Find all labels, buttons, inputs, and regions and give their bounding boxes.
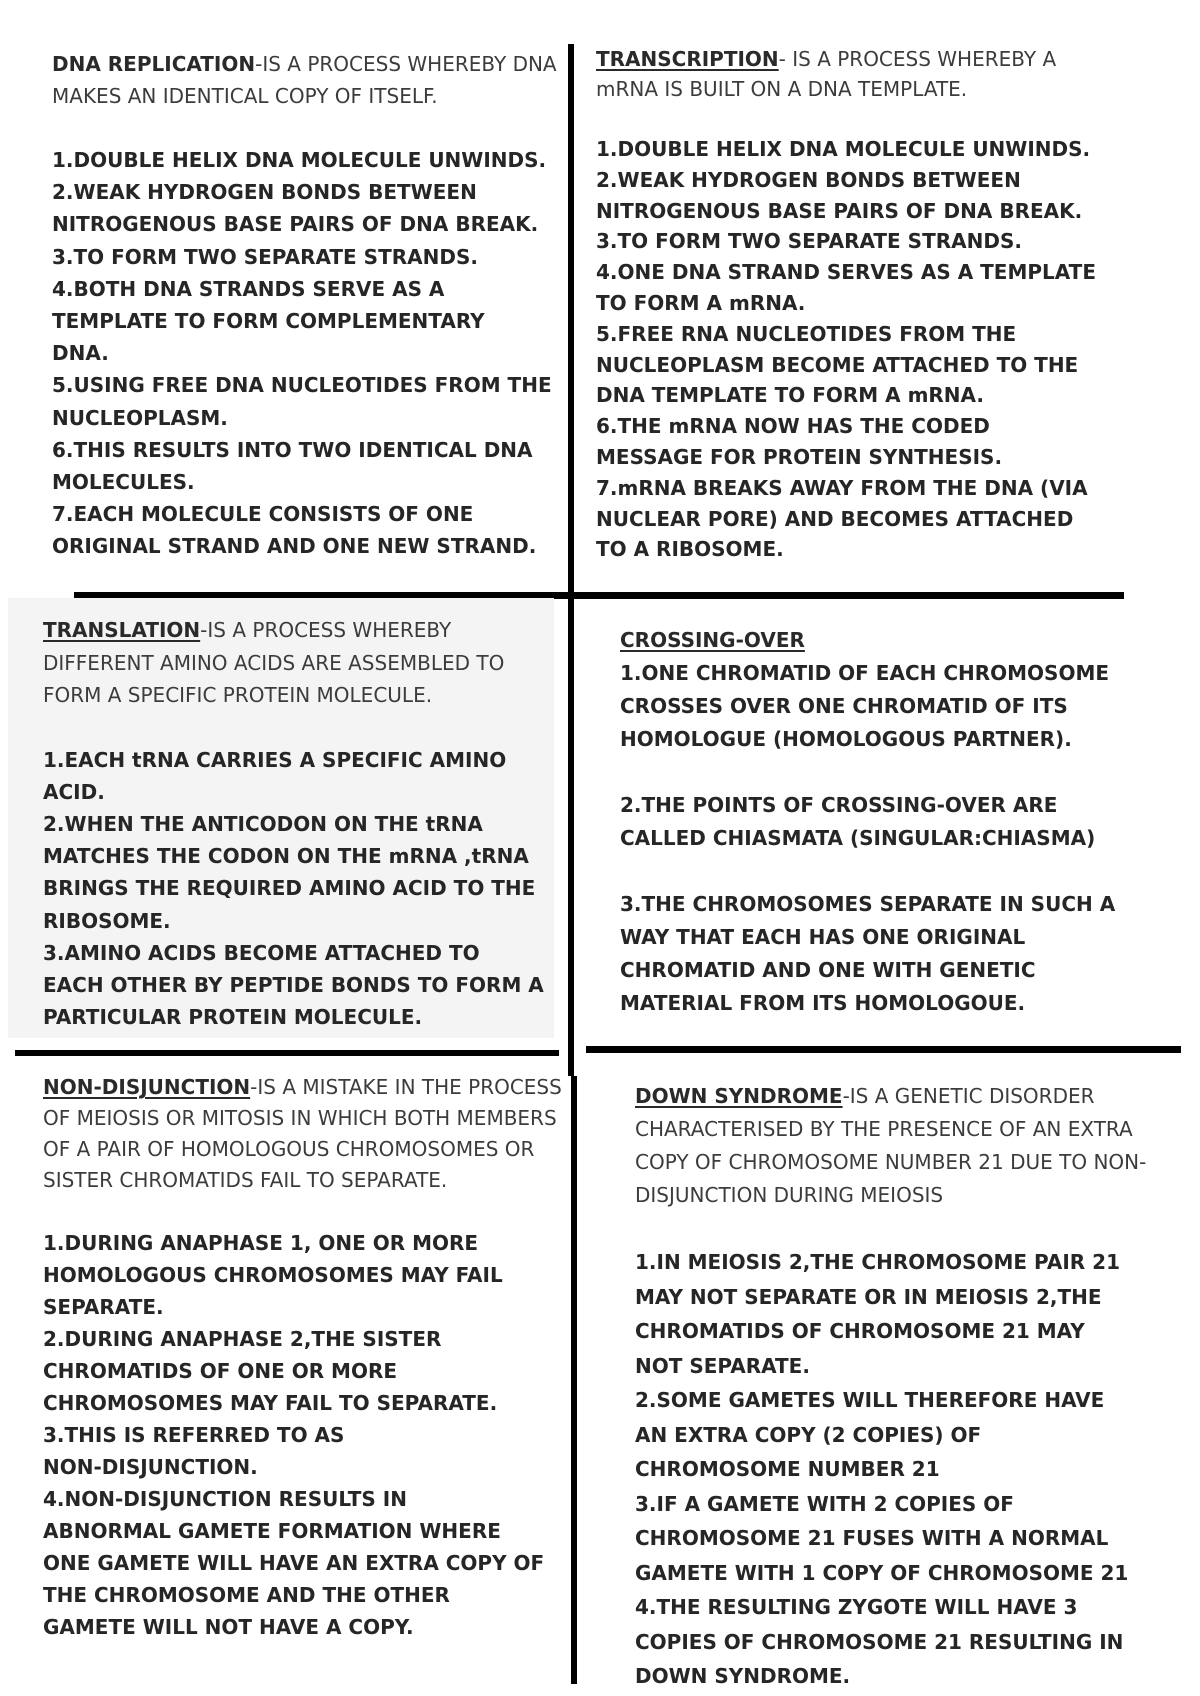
list-item: 1.DURING ANAPHASE 1, ONE OR MORE HOMOLOGOUS CHROMOSOMES MAY FAIL SEPARATE. — [43, 1231, 503, 1319]
list-item: 7.EACH MOLECULE CONSISTS OF ONE ORIGINAL STRAND AND ONE NEW STRAND. — [52, 502, 537, 559]
non-disjunction-section — [43, 1072, 563, 1643]
horizontal-divider-right — [586, 1046, 1181, 1053]
down-syndrome-term: DOWN SYNDROME — [635, 1084, 843, 1108]
list-item: 1.DOUBLE HELIX DNA MOLECULE UNWINDS. — [596, 137, 1091, 161]
non-disjunction-steps — [43, 1227, 563, 1643]
translation-term: TRANSLATION — [43, 618, 201, 642]
list-item: 1.IN MEIOSIS 2,THE CHROMOSOME PAIR 21 MAY NOT SEPARATE OR IN MEIOSIS 2,THE CHROMATIDS OF CHROMOSOME 21 MAY NOT SEPARATE. — [635, 1250, 1120, 1378]
horizontal-divider-left — [15, 1050, 559, 1056]
list-item: 3.THE CHROMOSOMES SEPARATE IN SUCH A WAY THAT EACH HAS ONE ORIGINAL CHROMATID AND ONE WITH GENETIC MATERIAL FROM ITS HOMOLOGOUE. — [620, 892, 1116, 1015]
transcription-section — [596, 44, 1096, 565]
crossing-over-steps — [620, 624, 1140, 1020]
list-item: 1.ONE CHROMATID OF EACH CHROMOSOME CROSSES OVER ONE CHROMATID OF ITS HOMOLOGUE (HOMOLOGOUS PARTNER). — [620, 661, 1110, 751]
list-item: 2.THE POINTS OF CROSSING-OVER ARE CALLED CHIASMATA (SINGULAR:CHIASMA) — [620, 793, 1096, 850]
list-item: 3.THIS IS REFERRED TO AS NON-DISJUNCTION. — [43, 1423, 345, 1479]
list-item: 3.IF A GAMETE WITH 2 COPIES OF CHROMOSOME 21 FUSES WITH A NORMAL GAMETE WITH 1 COPY OF CHROMOSOME 21 — [635, 1491, 1129, 1585]
non-disjunction-definition — [43, 1072, 563, 1196]
crossing-over-section — [620, 624, 1140, 1020]
list-item: 3.TO FORM TWO SEPARATE STRANDS. — [596, 229, 1022, 254]
list-item: 1.EACH tRNA CARRIES A SPECIFIC AMINO ACID. — [43, 747, 507, 804]
translation-steps — [43, 744, 553, 1034]
list-item: 7.mRNA BREAKS AWAY FROM THE DNA (VIA NUCLEAR PORE) AND BECOMES ATTACHED TO A RIBOSOME. — [596, 475, 1088, 562]
translation-definition-text: -IS A PROCESS WHEREBY DIFFERENT AMINO ACIDS ARE ASSEMBLED TO FORM A SPECIFIC PROTEIN MOLECULE. — [43, 618, 505, 707]
list-item: 5.USING FREE DNA NUCLEOTIDES FROM THE NUCLEOPLASM. — [52, 373, 552, 430]
list-item: 2.WEAK HYDROGEN BONDS BETWEEN NITROGENOUS BASE PAIRS OF DNA BREAK. — [596, 167, 1083, 223]
vertical-divider-bottom — [571, 1076, 577, 1684]
crossing-over-heading — [620, 624, 1140, 657]
list-item: 6.THIS RESULTS INTO TWO IDENTICAL DNA MOLECULES. — [52, 437, 533, 495]
transcription-term: TRANSCRIPTION — [596, 47, 779, 71]
down-syndrome-steps — [635, 1245, 1180, 1694]
list-item: 4.BOTH DNA STRANDS SERVE AS A TEMPLATE TO FORM COMPLEMENTARY DNA. — [52, 276, 485, 366]
list-item: 4.NON-DISJUNCTION RESULTS IN ABNORMAL GAMETE FORMATION WHERE ONE GAMETE WILL HAVE AN EXTRA COPY OF THE CHROMOSOME AND THE OTHER GAMETE WILL NOT HAVE A COPY. — [43, 1487, 545, 1639]
translation-section — [43, 614, 553, 1033]
down-syndrome-section — [635, 1080, 1180, 1694]
transcription-definition-text: - IS A PROCESS WHEREBY A mRNA IS BUILT ON A DNA TEMPLATE. — [596, 47, 1057, 101]
spacer — [620, 756, 1140, 789]
dna-replication-definition — [52, 48, 572, 112]
dna-replication-steps — [52, 144, 572, 563]
transcription-definition — [596, 44, 1096, 104]
list-item: 4.THE RESULTING ZYGOTE WILL HAVE 3 COPIES OF CHROMOSOME 21 RESULTING IN DOWN SYNDROME. — [635, 1595, 1124, 1688]
list-item: 2.WEAK HYDROGEN BONDS BETWEEN NITROGENOUS BASE PAIRS OF DNA BREAK. — [52, 180, 539, 237]
list-item: 3.AMINO ACIDS BECOME ATTACHED TO EACH OTHER BY PEPTIDE BONDS TO FORM A PARTICULAR PROTEIN MOLECULE. — [43, 940, 544, 1030]
list-item: 4.ONE DNA STRAND SERVES AS A TEMPLATE TO FORM A mRNA. — [596, 260, 1096, 315]
spacer — [620, 855, 1140, 888]
list-item: 6.THE mRNA NOW HAS THE CODED MESSAGE FOR PROTEIN SYNTHESIS. — [596, 414, 1003, 469]
dna-replication-section — [52, 48, 572, 563]
crossing-over-term: CROSSING-OVER — [620, 628, 805, 652]
down-syndrome-definition — [635, 1080, 1180, 1212]
translation-definition — [43, 614, 553, 712]
list-item: 2.SOME GAMETES WILL THEREFORE HAVE AN EXTRA COPY (2 COPIES) OF CHROMOSOME NUMBER 21 — [635, 1388, 1105, 1481]
non-disjunction-term: NON-DISJUNCTION — [43, 1075, 251, 1099]
transcription-steps — [596, 134, 1096, 565]
list-item: 2.DURING ANAPHASE 2,THE SISTER CHROMATIDS OF ONE OR MORE CHROMOSOMES MAY FAIL TO SEPARATE. — [43, 1327, 498, 1415]
dna-replication-definition-text: -IS A PROCESS WHEREBY DNA MAKES AN IDENTICAL COPY OF ITSELF. — [52, 52, 557, 108]
list-item: 3.TO FORM TWO SEPARATE STRANDS. — [52, 244, 478, 269]
list-item: 1.DOUBLE HELIX DNA MOLECULE UNWINDS. — [52, 148, 547, 172]
dna-replication-term: DNA REPLICATION — [52, 52, 256, 76]
non-disjunction-definition-text: -IS A MISTAKE IN THE PROCESS OF MEIOSIS OR MITOSIS IN WHICH BOTH MEMBERS OF A PAIR OF HOMOLOGOUS CHROMOSOMES OR SISTER CHROMATIDS FAIL TO SEPARATE. — [43, 1075, 562, 1192]
down-syndrome-definition-text: -IS A GENETIC DISORDER CHARACTERISED BY THE PRESENCE OF AN EXTRA COPY OF CHROMOSOME NUMBER 21 DUE TO NON-DISJUNCTION DURING MEIOSIS — [635, 1084, 1147, 1207]
list-item: 5.FREE RNA NUCLEOTIDES FROM THE NUCLEOPLASM BECOME ATTACHED TO THE DNA TEMPLATE TO FORM A mRNA. — [596, 321, 1079, 408]
list-item: 2.WHEN THE ANTICODON ON THE tRNA MATCHES THE CODON ON THE mRNA ,tRNA BRINGS THE REQUIRED AMINO ACID TO THE RIBOSOME. — [43, 811, 536, 933]
